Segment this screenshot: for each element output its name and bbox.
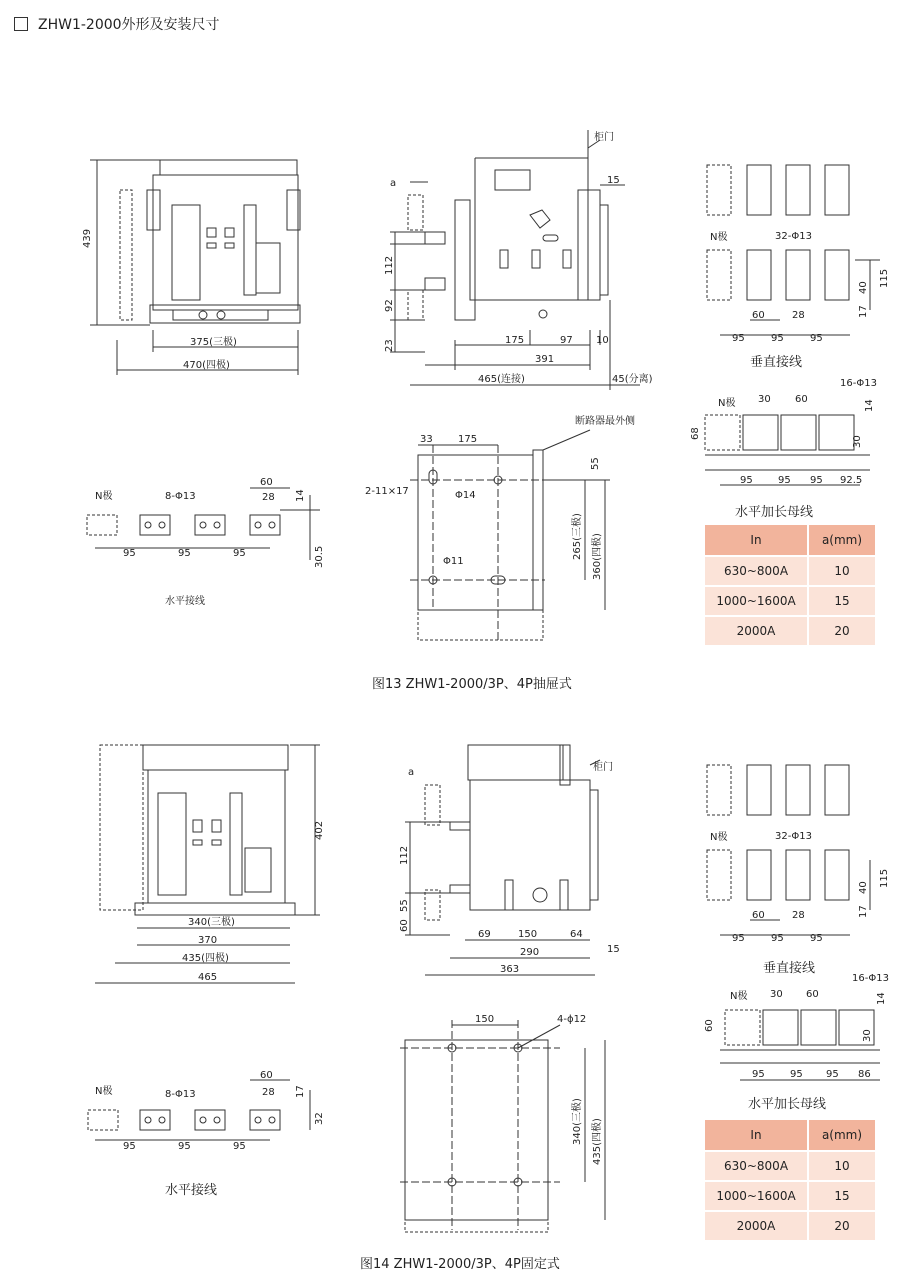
fig14-mount-150: 150	[475, 1014, 495, 1025]
table-cell: 2000A	[705, 1211, 808, 1241]
fig14-busbar-label: 水平加长母线	[748, 1097, 827, 1112]
fig14-v-60: 60	[752, 910, 765, 921]
fig13-b-npole: N极	[718, 398, 736, 409]
table-cell: 10	[808, 1151, 876, 1181]
table-row	[705, 586, 876, 616]
fig13-mount-phi11: Φ11	[443, 556, 464, 567]
fig13-table-header-a: a(mm)	[808, 525, 876, 556]
fig14-table-header-a: a(mm)	[808, 1120, 876, 1151]
fig14-side-290: 290	[520, 947, 540, 958]
fig13-h-95a: 95	[123, 548, 136, 559]
fig13-caption: 图13 ZHW1-2000/3P、4P抽屉式	[372, 677, 572, 692]
fig13-h-holes: 8-Φ13	[165, 491, 196, 502]
fig14-b-npole: N极	[730, 991, 748, 1002]
fig14-side-64: 64	[570, 929, 583, 940]
fig13-mount-175: 175	[458, 434, 478, 445]
fig13-h-95b: 95	[178, 548, 191, 559]
fig13-mount-265: 265(三极)	[572, 513, 583, 560]
fig14-front-w370: 370	[198, 935, 218, 946]
fig14-b-95a: 95	[752, 1069, 765, 1080]
fig14-front-w340: 340(三极)	[188, 917, 235, 928]
fig13-v-40: 40	[858, 281, 869, 294]
fig14-side-15: 15	[607, 944, 620, 955]
fig13-h-npole: N极	[95, 491, 113, 502]
fig13-v-115: 115	[879, 268, 890, 288]
fig13-front-height: 439	[82, 228, 93, 248]
fig14-side-55: 55	[399, 899, 410, 912]
fig13-b-925: 92.5	[840, 475, 863, 486]
fig14-b-95c: 95	[826, 1069, 839, 1080]
fig13-v-17: 17	[858, 305, 869, 318]
fig14-h-32: 32	[314, 1112, 325, 1125]
fig13-h-14: 14	[295, 489, 306, 502]
fig13-v-npole: N极	[710, 232, 728, 243]
fig14-h-npole: N极	[95, 1086, 113, 1097]
table-row	[705, 1211, 876, 1241]
fig13-side-97: 97	[560, 335, 573, 346]
fig14-v-17: 17	[858, 905, 869, 918]
fig14-b-14: 14	[876, 992, 887, 1005]
fig14-h-60: 60	[260, 1070, 273, 1081]
fig13-b-14: 14	[864, 399, 875, 412]
table-row	[705, 1181, 876, 1211]
fig13-mount-slot: 2-11×17	[365, 486, 409, 497]
fig13-side-175: 175	[505, 335, 525, 346]
table-cell: 20	[808, 1211, 876, 1241]
fig13-side-10: 10	[596, 335, 609, 346]
fig14-b-60: 60	[806, 989, 819, 1000]
fig14-side-112: 112	[399, 845, 410, 865]
fig13-side-112: 112	[384, 255, 395, 275]
fig13-h-305: 30.5	[314, 545, 325, 568]
fig14-current-table	[705, 1120, 877, 1242]
fig13-b-holes: 16-Φ13	[840, 378, 877, 389]
fig14-h-95a: 95	[123, 1141, 136, 1152]
fig14-vertical-label: 垂直接线	[763, 961, 816, 976]
fig13-b-30: 30	[758, 394, 771, 405]
fig14-v-95b: 95	[771, 933, 784, 944]
fig13-h-60: 60	[260, 477, 273, 488]
fig13-table-header-in: In	[705, 525, 808, 556]
table-cell: 20	[808, 616, 876, 646]
fig13-mount-phi14: Φ14	[455, 490, 476, 501]
fig13-side-45: 45(分离)	[612, 374, 653, 385]
fig13-vertical-label: 垂直接线	[750, 355, 803, 370]
fig13-v-95c: 95	[810, 333, 823, 344]
fig14-h-28: 28	[262, 1087, 275, 1098]
fig14-b-holes: 16-Φ13	[852, 973, 889, 984]
fig14-h-95b: 95	[178, 1141, 191, 1152]
fig13-b-95b: 95	[778, 475, 791, 486]
fig14-front-w465: 465	[198, 972, 218, 983]
fig13-v-holes: 32-Φ13	[775, 231, 812, 242]
table-cell: 1000~1600A	[705, 1181, 808, 1211]
fig13-current-table	[705, 525, 877, 647]
fig13-b-30b: 30	[852, 435, 863, 448]
fig13-side-92: 92	[384, 299, 395, 312]
fig14-mount-340: 340(三极)	[572, 1098, 583, 1145]
fig13-front-w4: 470(四极)	[183, 360, 230, 371]
fig13-side-view	[390, 130, 640, 390]
fig13-mount-outer: 断路器最外侧	[575, 416, 635, 427]
fig14-caption: 图14 ZHW1-2000/3P、4P固定式	[360, 1257, 560, 1272]
fig14-side-363: 363	[500, 964, 520, 975]
table-cell: 1000~1600A	[705, 586, 808, 616]
fig14-mount-435: 435(四极)	[592, 1118, 603, 1165]
table-row	[705, 1151, 876, 1181]
fig13-b-95c: 95	[810, 475, 823, 486]
fig14-v-95a: 95	[732, 933, 745, 944]
fig13-mount-33: 33	[420, 434, 433, 445]
table-cell: 15	[808, 1181, 876, 1211]
fig14-b-30: 30	[770, 989, 783, 1000]
fig14-horizontal-label: 水平接线	[165, 1183, 218, 1198]
fig14-side-69: 69	[478, 929, 491, 940]
fig14-b-86: 86	[858, 1069, 871, 1080]
fig14-b-95b: 95	[790, 1069, 803, 1080]
fig13-mount-55: 55	[590, 457, 601, 470]
fig14-v-npole: N极	[710, 832, 728, 843]
fig14-b-60b: 60	[704, 1019, 715, 1032]
fig13-b-60: 60	[795, 394, 808, 405]
fig14-h-holes: 8-Φ13	[165, 1089, 196, 1100]
fig13-v-95a: 95	[732, 333, 745, 344]
fig14-b-30b: 30	[862, 1029, 873, 1042]
fig13-b-68: 68	[690, 427, 701, 440]
table-cell: 10	[808, 556, 876, 586]
fig14-h-17: 17	[295, 1085, 306, 1098]
fig13-side-465: 465(连接)	[478, 374, 525, 385]
fig14-mount-holes: 4-ϕ12	[557, 1014, 587, 1025]
table-cell: 15	[808, 586, 876, 616]
fig14-v-28: 28	[792, 910, 805, 921]
fig13-busbar-label: 水平加长母线	[735, 505, 814, 520]
fig14-side-150: 150	[518, 929, 538, 940]
fig13-horizontal-connection	[87, 488, 320, 560]
fig14-table-header-in: In	[705, 1120, 808, 1151]
fig13-side-door: 柜门	[594, 132, 614, 143]
fig14-vertical-connection	[707, 765, 870, 935]
fig13-h-95c: 95	[233, 548, 246, 559]
fig14-v-95c: 95	[810, 933, 823, 944]
table-cell: 630~800A	[705, 556, 808, 586]
fig13-h-label: 水平接线	[165, 596, 205, 607]
fig13-b-95a: 95	[740, 475, 753, 486]
fig14-side-a: a	[408, 767, 415, 778]
fig14-side-view	[405, 745, 600, 975]
table-row	[705, 616, 876, 646]
fig13-h-28: 28	[262, 492, 275, 503]
fig13-side-391: 391	[535, 354, 555, 365]
fig14-side-door: 柜门	[593, 762, 613, 773]
fig14-front-w435: 435(四极)	[182, 953, 229, 964]
fig14-front-height: 402	[314, 820, 325, 840]
table-cell: 2000A	[705, 616, 808, 646]
fig13-v-28: 28	[792, 310, 805, 321]
fig14-horizontal-connection	[88, 1080, 310, 1140]
fig13-mount-360: 360(四极)	[592, 533, 603, 580]
fig13-side-15: 15	[607, 175, 620, 186]
fig14-h-95c: 95	[233, 1141, 246, 1152]
table-cell: 630~800A	[705, 1151, 808, 1181]
fig14-front-view	[95, 745, 320, 983]
fig13-v-95b: 95	[771, 333, 784, 344]
fig13-side-23: 23	[384, 339, 395, 352]
fig13-front-w3: 375(三极)	[190, 337, 237, 348]
fig14-v-115: 115	[879, 868, 890, 888]
fig14-v-holes: 32-Φ13	[775, 831, 812, 842]
fig14-v-40: 40	[858, 881, 869, 894]
fig13-v-60: 60	[752, 310, 765, 321]
fig13-side-a: a	[390, 178, 397, 189]
page-title: ZHW1-2000外形及安装尺寸	[38, 17, 220, 33]
fig14-side-60: 60	[399, 919, 410, 932]
table-row	[705, 556, 876, 586]
